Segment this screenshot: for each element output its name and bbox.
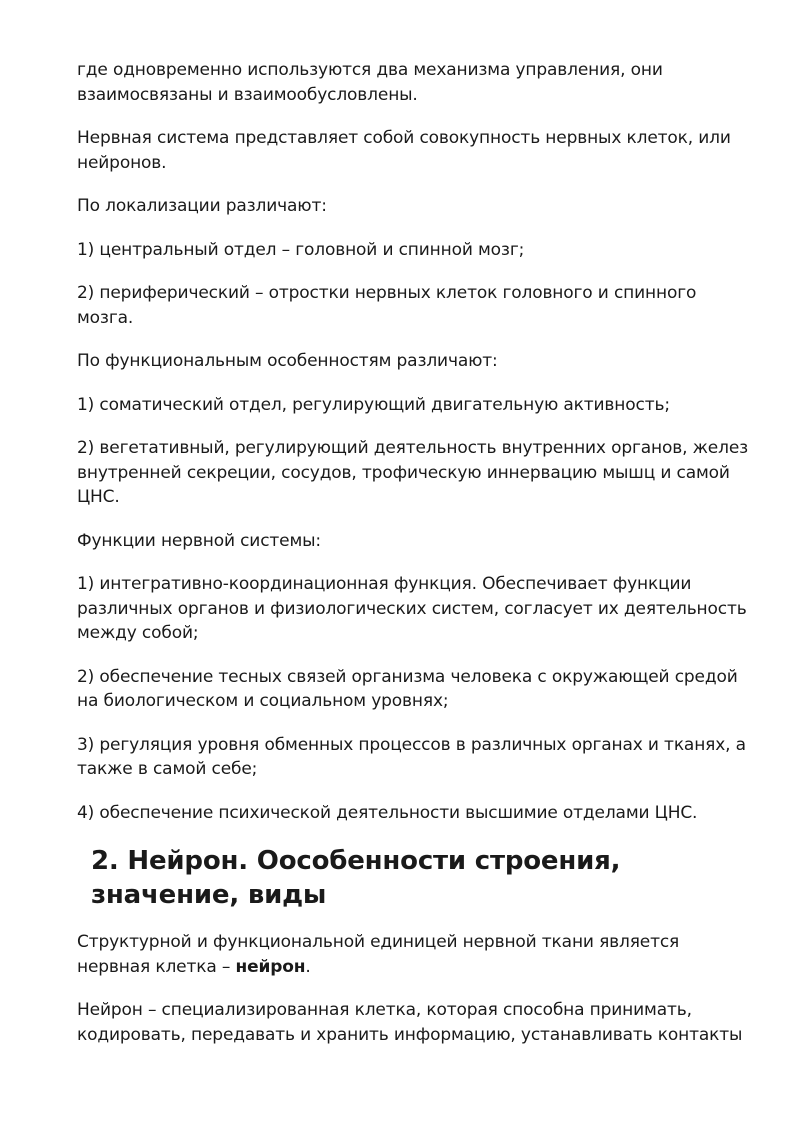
- list-item-function-1: 1) интегративно-координационная функция. Обеспечивает функции различных органов и физиологических систем, согласует их деятельность между собой;: [77, 574, 747, 643]
- list-item-peripheral: 2) периферический – отростки нервных клеток головного и спинного мозга.: [77, 283, 697, 328]
- neuron-intro-text: Структурной и функциональной единицей нервной ткани является нервная клетка –: [77, 932, 680, 977]
- document-page: [77, 58, 757, 1066]
- section-heading: 2. Нейрон. Оособенности строения, значение, виды: [91, 846, 621, 910]
- paragraph-localization-heading: По локализации различают:: [77, 196, 327, 216]
- list-item-function-2: 2) обеспечение тесных связей организма человека с окружающей средой на биологическом и социальном уровнях;: [77, 666, 738, 711]
- paragraph-neuron-definition: Нейрон – специализированная клетка, которая способна принимать, кодировать, передавать и хранить информацию, устанавливать контакты: [77, 1000, 743, 1045]
- paragraph-mechanisms: где одновременно используются два механизма управления, они взаимосвязаны и взаимообусловлены.: [77, 60, 663, 105]
- list-item-central: 1) центральный отдел – головной и спинной мозг;: [77, 239, 525, 260]
- neuron-term: нейрон: [235, 956, 306, 977]
- paragraph-functions-heading: Функции нервной системы:: [77, 530, 321, 551]
- paragraph-neuron-intro: [77, 930, 757, 979]
- list-item-function-4: 4) обеспечение психической деятельности высшимие отделами ЦНС.: [77, 802, 698, 823]
- neuron-intro-suffix: .: [305, 956, 311, 977]
- list-item-function-3: 3) регуляция уровня обменных процессов в различных органах и тканях, а также в самой себе;: [77, 734, 746, 779]
- paragraph-nervous-system-definition: Нервная система представляет собой совокупность нервных клеток, или нейронов.: [77, 128, 731, 173]
- list-item-somatic: 1) соматический отдел, регулирующий двигательную активность;: [77, 394, 670, 415]
- paragraph-functional-heading: По функциональным особенностям различают:: [77, 351, 498, 371]
- list-item-vegetative: 2) вегетативный, регулирующий деятельность внутренних органов, желез внутренней секреции, сосудов, трофическую иннервацию мышц и самой ЦНС.: [77, 438, 749, 507]
